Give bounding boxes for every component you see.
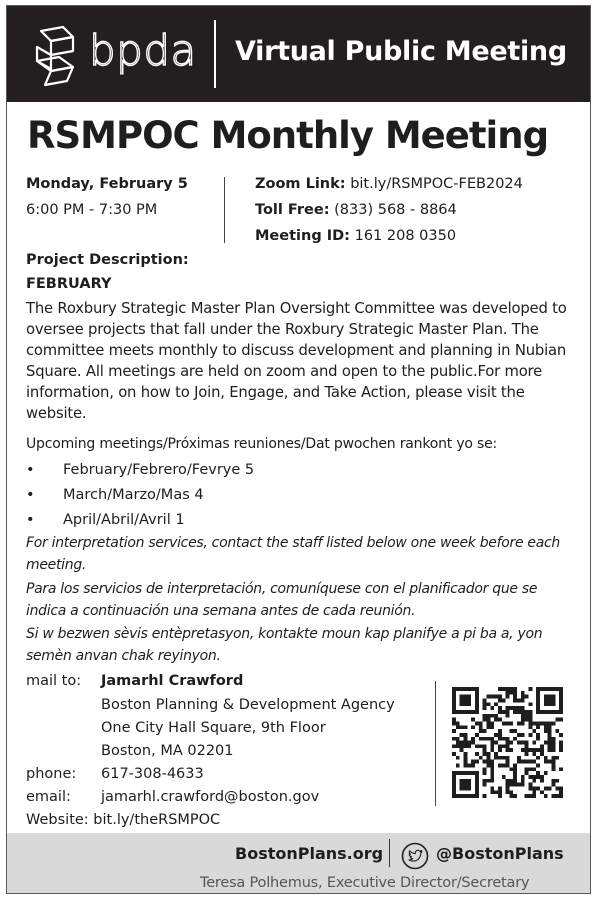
phone-label: phone: [26,766,77,782]
footer-divider [389,839,390,867]
project-month: FEBRUARY [26,276,112,292]
header-divider [214,20,216,88]
bullet-marker: • [26,462,35,478]
email-label: email: [26,789,71,805]
qr-code-icon[interactable] [452,687,563,798]
meetingid-label: Meeting ID: [255,228,350,244]
interpretation-english: For interpretation services, contact the staff listed below one week before each meeting. [26,535,560,573]
contact-phone[interactable]: 617-308-4633 [101,766,204,782]
qr-divider [435,681,436,806]
flyer [6,5,591,894]
bullet-marker: • [26,487,35,503]
page-title: RSMPOC Monthly Meeting [27,114,549,157]
upcoming-item: March/Marzo/Mas 4 [63,487,204,503]
zoom-label: Zoom Link: [255,176,346,192]
interpretation-spanish: Para los servicios de interpretación, comuníquese con el planificador que se indica a continuación una semana antes de cada reunión. [26,581,538,619]
upcoming-item: February/Febrero/Fevrye 5 [63,462,255,478]
contact-org: Boston Planning & Development Agency [101,697,395,713]
bpda-wordmark: bpda [89,26,197,75]
tollfree-label: Toll Free: [255,202,330,218]
footer-bar [7,833,590,894]
project-description: The Roxbury Strategic Master Plan Oversight Committee was developed to oversee projects that fall under the Roxbury Strategic Master Plan. The committee meets monthly to discuss development and planning in Nubian Square. All meetings are held on zoom and open to the public.For more information, on how to Join, Engage, and Take Action, please visit the website. [26,300,567,422]
contact-address-1: One City Hall Square, 9th Floor [101,720,326,736]
contact-name: Jamarhl Crawford [101,673,244,689]
interpretation-haitian: Si w bezwen sèvis entèpretasyon, kontakte moun kap planifye a pi ba a, yon semèn anvan chak reyinyon. [26,626,543,664]
upcoming-heading: Upcoming meetings/Próximas reuniones/Dat pwochen rankont yo se: [26,436,498,452]
mail-label: mail to: [26,673,82,689]
contact-email[interactable]: jamarhl.crawford@boston.gov [101,789,320,805]
footer-credit: Teresa Polhemus, Executive Director/Secretary [200,875,530,891]
upcoming-item: April/Abril/Avril 1 [63,512,185,528]
footer-twitter-handle[interactable]: @BostonPlans [436,844,564,863]
meetingid-line [255,226,456,247]
zoom-link[interactable]: bit.ly/RSMPOC-FEB2024 [350,176,523,192]
meeting-time: 6:00 PM - 7:30 PM [26,202,158,218]
header-banner [7,6,590,102]
contact-address-2: Boston, MA 02201 [101,743,234,759]
meetingid-value: 161 208 0350 [354,228,457,244]
zoom-line [255,174,523,195]
website-link[interactable]: Website: bit.ly/theRSMPOC [26,812,221,828]
footer-site-link[interactable]: BostonPlans.org [235,844,384,863]
meeting-date: Monday, February 5 [26,176,188,192]
header-title: Virtual Public Meeting [235,36,567,67]
project-heading: Project Description: [26,252,189,268]
bullet-marker: • [26,512,35,528]
tollfree-number: (833) 568 - 8864 [334,202,457,218]
info-divider [224,177,225,243]
tollfree-line [255,200,457,221]
bpda-logo-icon [33,25,77,87]
twitter-bird-icon [401,842,429,870]
